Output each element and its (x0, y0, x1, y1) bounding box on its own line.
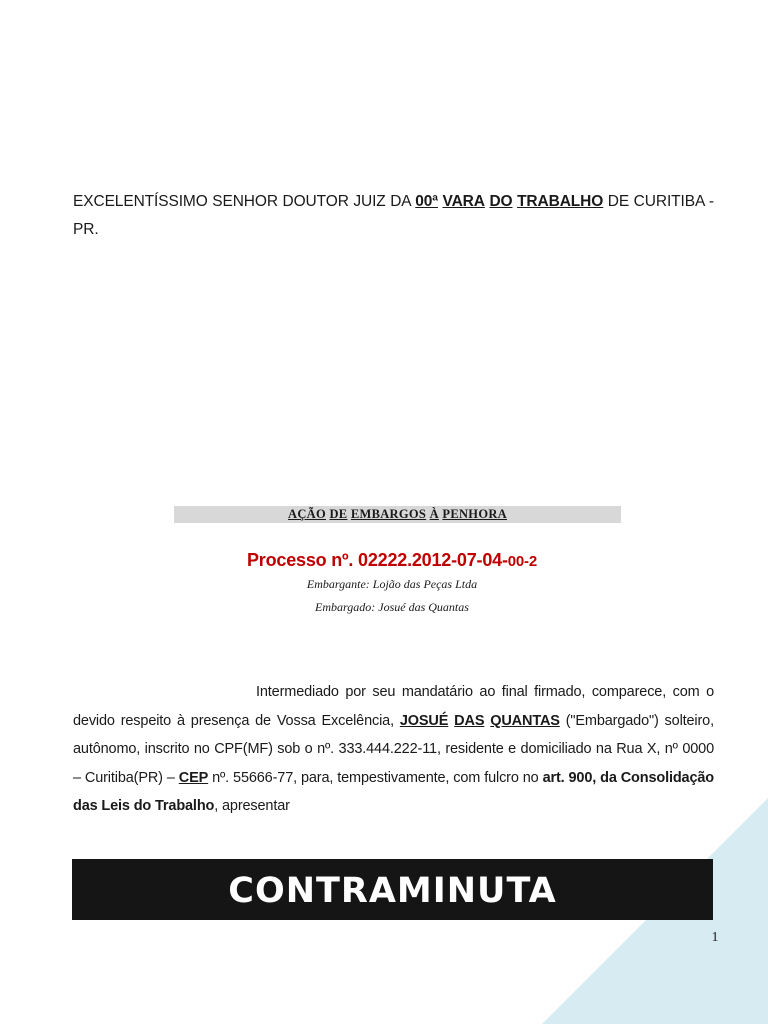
party-name-last: QUANTAS (490, 712, 560, 729)
legal-reference: art. 900, da Consolidação das Leis do Trabalho (73, 769, 714, 814)
addressee-location: DE CURITIBA - PR. (73, 193, 714, 238)
embargante-line: Embargante: Lojão das Peças Ltda (306, 577, 478, 591)
action-word: À (429, 507, 439, 521)
action-title-bar (174, 506, 621, 523)
addressee-heading (73, 188, 714, 244)
vara-word: VARA (442, 193, 485, 210)
process-label: Processo nº. 02222.2012-07-04- (247, 550, 508, 570)
cep-label: CEP (178, 769, 209, 786)
process-number (0, 550, 768, 571)
process-suffix: 00-2 (507, 553, 537, 570)
action-word: EMBARGOS (350, 507, 427, 521)
paragraph-text: nº. 55666-77, para, tempestivamente, com fulcro no (208, 769, 543, 786)
paragraph-text: , apresentar (214, 798, 290, 814)
party-name-first: JOSUÉ (399, 712, 449, 729)
action-word: DE (329, 507, 348, 521)
party-name-middle: DAS (454, 712, 485, 729)
page-number: 1 (711, 930, 719, 945)
paragraph-text: ("Embargado") solteiro, autônomo, inscrito no CPF(MF) sob o nº. 333.444.222-11, residente e domiciliado na Rua X, nº 0000 – Curitiba(PR) – (73, 712, 714, 786)
contraminuta-banner: CONTRAMINUTA (72, 859, 713, 920)
petition-paragraph (73, 678, 714, 821)
trabalho-word: TRABALHO (517, 193, 604, 210)
paragraph-text: Intermediado por seu mandatário ao final firmado, comparece, com o devido respeito à presença de Vossa Excelência, (73, 684, 714, 729)
addressee-text: EXCELENTÍSSIMO SENHOR DOUTOR JUIZ DA (73, 193, 416, 210)
do-word: DO (489, 193, 513, 210)
embargado-line: Embargado: Josué das Quantas (315, 600, 469, 614)
vara-number: 00ª (415, 193, 438, 210)
action-word: AÇÃO (288, 507, 327, 521)
action-word: PENHORA (442, 507, 507, 521)
